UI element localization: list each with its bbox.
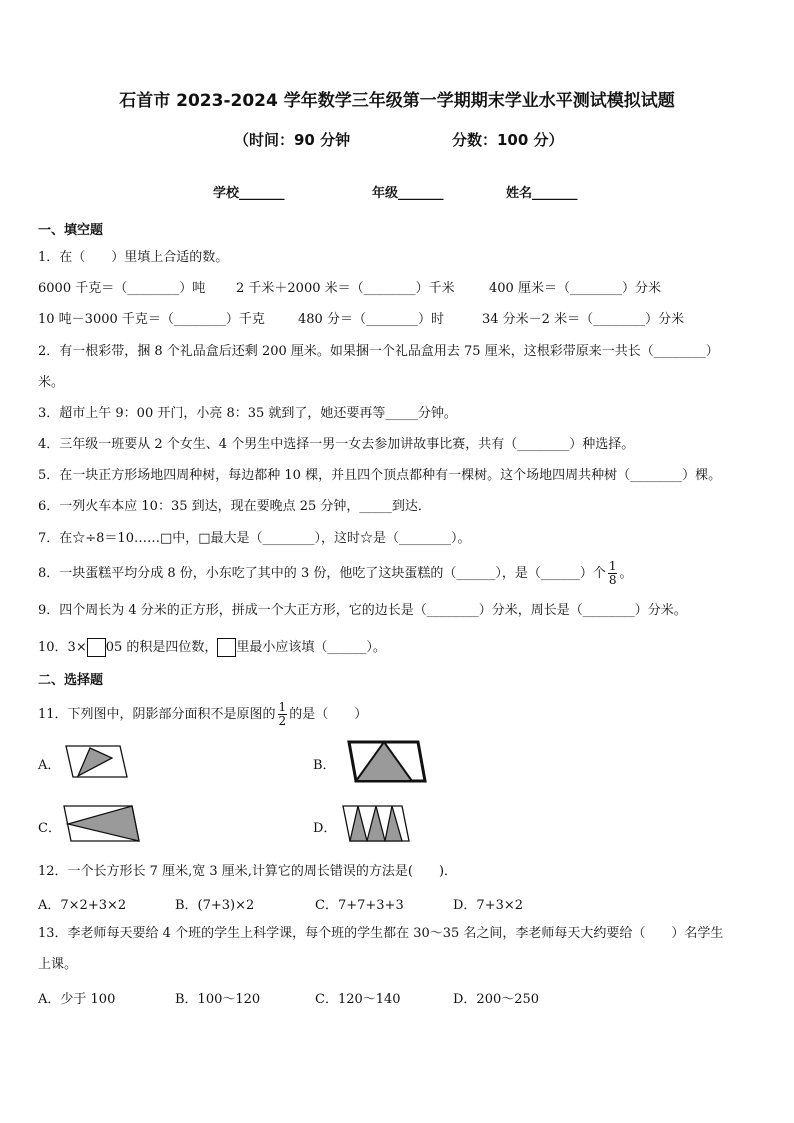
- page-title: 石首市 2023-2024 学年数学三年级第一学期期末学业水平测试模拟试题: [119, 91, 675, 111]
- question-3: 3．超市上午 9：00 开门，小亮 8：35 就到了，她还要再等_____分钟。: [38, 406, 457, 421]
- question-2-line2: 米。: [38, 375, 65, 390]
- section-heading-choice: 二、选择题: [38, 673, 104, 688]
- fraction-one-half: [278, 701, 288, 728]
- blank-box: [217, 638, 236, 657]
- blank-box: [87, 638, 106, 657]
- question-11-end: 的是（ ）: [289, 707, 368, 722]
- q1-row2-item3: 34 分米－2 米＝（________）分米: [482, 312, 685, 327]
- section-heading-fill-blank: 一、填空题: [38, 223, 104, 238]
- figure-c-parallelogram: [62, 804, 142, 844]
- question-11-text: 11．下列图中，阴影部分面积不是原图的: [38, 707, 276, 722]
- fraction-denominator: 8: [608, 573, 617, 587]
- figure-b-parallelogram: [346, 739, 428, 785]
- q12-option-a: A．7×2+3×2: [38, 898, 127, 913]
- question-4: 4．三年级一班要从 2 个女生、4 个男生中选择一男一女去参加讲故事比赛，共有（________）种选择。: [38, 437, 635, 452]
- question-10-middle: 05 的积是四位数，: [105, 640, 218, 655]
- question-10: [38, 638, 386, 657]
- question-10-end: 里最小应该填（______）。: [236, 640, 386, 655]
- question-7: 7．在☆÷8＝10……□中，□最大是（________），这时☆是（________）。: [38, 531, 471, 546]
- option-c-label: C．: [38, 821, 61, 836]
- question-9: 9．四个周长为 4 分米的正方形，拼成一个大正方形，它的边长是（________）分米，周长是（________）分米。: [38, 603, 687, 618]
- option-b-label: B．: [313, 758, 336, 773]
- q1-row1-item1: 6000 千克＝（________）吨: [38, 281, 206, 296]
- question-8: [38, 560, 633, 587]
- q13-option-b: B．100～120: [175, 992, 261, 1007]
- q13-option-c: C．120～140: [315, 992, 401, 1007]
- option-d-label: D．: [313, 821, 337, 836]
- q1-row2-item2: 480 分＝（________）时: [298, 312, 444, 327]
- fraction-numerator: 1: [608, 559, 617, 573]
- school-field: 学校_______: [213, 186, 285, 201]
- fraction-numerator: 1: [278, 700, 287, 714]
- time-limit: （时间：90 分钟: [234, 131, 351, 149]
- question-1: 1．在（ ）里填上合适的数。: [38, 250, 229, 265]
- figure-d-parallelogram: [340, 804, 412, 844]
- question-8-end: 。: [619, 566, 633, 581]
- question-8-text: 8．一块蛋糕平均分成 8 份，小东吃了其中的 3 份，他吃了这块蛋糕的（______），是（______）个: [38, 566, 606, 581]
- q12-option-b: B．(7+3)×2: [175, 898, 255, 913]
- question-11: [38, 701, 367, 728]
- grade-field: 年级_______: [372, 186, 444, 201]
- q13-option-d: D．200～250: [453, 992, 540, 1007]
- fraction-one-eighth: [608, 560, 618, 587]
- fraction-denominator: 2: [278, 714, 287, 728]
- q1-row1-item3: 400 厘米＝（________）分米: [489, 281, 661, 296]
- figure-a-parallelogram: [64, 744, 130, 780]
- question-2-line1: 2．有一根彩带，捆 8 个礼品盒后还剩 200 厘米。如果捆一个礼品盒用去 75 厘米，这根彩带原来一共长（________）: [38, 344, 719, 359]
- q12-option-c: C．7+7+3+3: [315, 898, 404, 913]
- question-6: 6．一列火车本应 10：35 到达，现在要晚点 25 分钟，_____到达．: [38, 499, 431, 514]
- q13-option-a: A．少于 100: [38, 992, 116, 1007]
- option-a-label: A．: [38, 758, 61, 773]
- question-13-line2: 上课。: [38, 957, 78, 972]
- question-12: 12．一个长方形长 7 厘米,宽 3 厘米,计算它的周长错误的方法是( )．: [38, 864, 458, 879]
- question-10-start: 10．3×: [38, 640, 87, 655]
- name-field: 姓名_______: [506, 186, 578, 201]
- total-score: 分数：100 分）: [452, 131, 564, 149]
- question-5: 5．在一块正方形场地四周种树，每边都种 10 棵，并且四个顶点都种有一棵树。这个场地四周共种树（________）棵。: [38, 468, 722, 483]
- q12-option-d: D．7+3×2: [453, 898, 524, 913]
- q1-row1-item2: 2 千米＋2000 米＝（________）千米: [236, 281, 455, 296]
- question-13-line1: 13．李老师每天要给 4 个班的学生上科学课，每个班的学生都在 30～35 名之间，李老师每天大约要给（ ）名学生: [38, 926, 724, 941]
- q1-row2-item1: 10 吨－3000 千克＝（________）千克: [38, 312, 265, 327]
